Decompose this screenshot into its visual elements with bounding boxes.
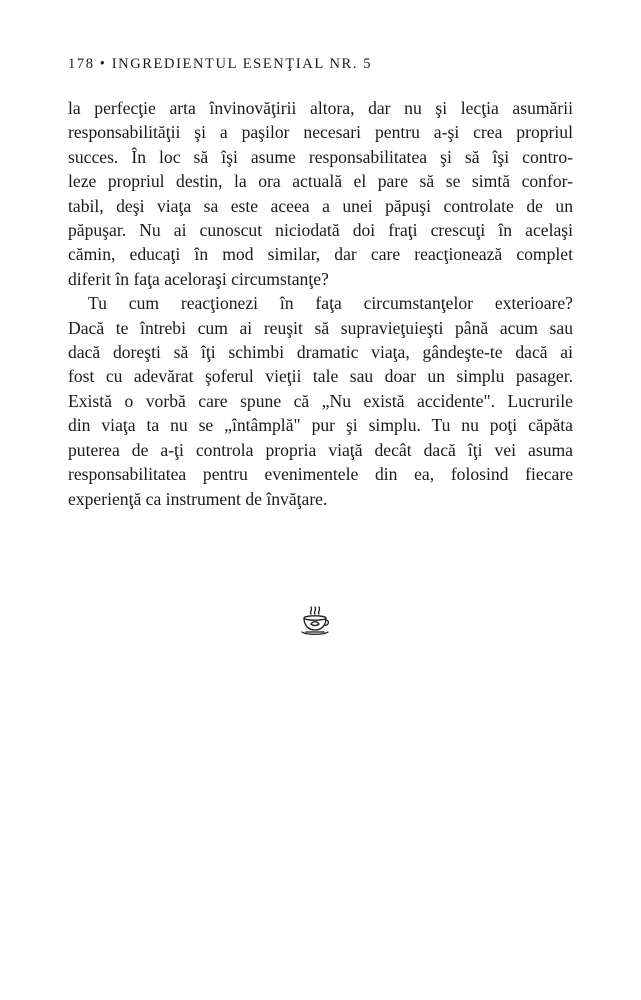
running-header bbox=[68, 56, 573, 73]
page-number: 178 bbox=[68, 56, 95, 72]
text-line: puterea de a-ţi controla propria viaţă decât dacă îţi vei asuma bbox=[68, 439, 573, 460]
text-line: experienţă ca instrument de învăţare. bbox=[68, 488, 328, 509]
text-line: leze propriul destin, la ora actuală el pare să se simtă confor- bbox=[68, 171, 573, 192]
text-line: succes. În loc să îşi asume responsabilitatea şi să îşi contro- bbox=[68, 146, 573, 167]
paragraph bbox=[68, 96, 573, 291]
text-line: tabil, deşi viaţa sa este aceea a unei păpuşi controlate de un bbox=[68, 195, 573, 216]
text-line: diferit în faţa aceloraşi circumstanţe? bbox=[68, 268, 329, 289]
steaming-teacup-icon bbox=[298, 605, 332, 639]
chapter-title: INGREDIENTUL ESENŢIAL NR. 5 bbox=[111, 56, 373, 72]
text-line: Tu cum reacţionezi în faţa circumstanţelor exterioare? bbox=[88, 293, 573, 314]
text-line: Există o vorbă care spune că „Nu există accidente". Lucrurile bbox=[68, 390, 573, 411]
text-line: fost cu adevărat şoferul vieţii tale sau doar un simplu pasager. bbox=[68, 366, 573, 387]
text-line: responsabilităţii şi a paşilor necesari pentru a-şi crea propriul bbox=[68, 122, 573, 143]
header-separator: • bbox=[99, 56, 107, 72]
book-page bbox=[68, 0, 573, 1000]
text-line: din viaţa ta nu se „întâmplă" pur şi simplu. Tu nu poţi căpăta bbox=[68, 415, 573, 436]
text-line: Dacă te întrebi cum ai reuşit să supravieţuieşti până acum sau bbox=[68, 317, 573, 338]
text-line: păpuşar. Nu ai cunoscut niciodată doi fraţi crescuţi în acelaşi bbox=[68, 220, 573, 241]
body-text bbox=[68, 96, 573, 511]
text-line: cămin, educaţi în mod similar, dar care reacţionează complet bbox=[68, 244, 573, 265]
text-line: la perfecţie arta învinovăţirii altora, dar nu şi lecţia asumării bbox=[68, 98, 573, 118]
text-line: dacă doreşti să îţi schimbi dramatic viaţa, gândeşte-te dacă ai bbox=[68, 342, 573, 363]
text-line: responsabilitatea pentru evenimentele din ea, folosind fiecare bbox=[68, 464, 573, 485]
paragraph bbox=[68, 291, 573, 511]
